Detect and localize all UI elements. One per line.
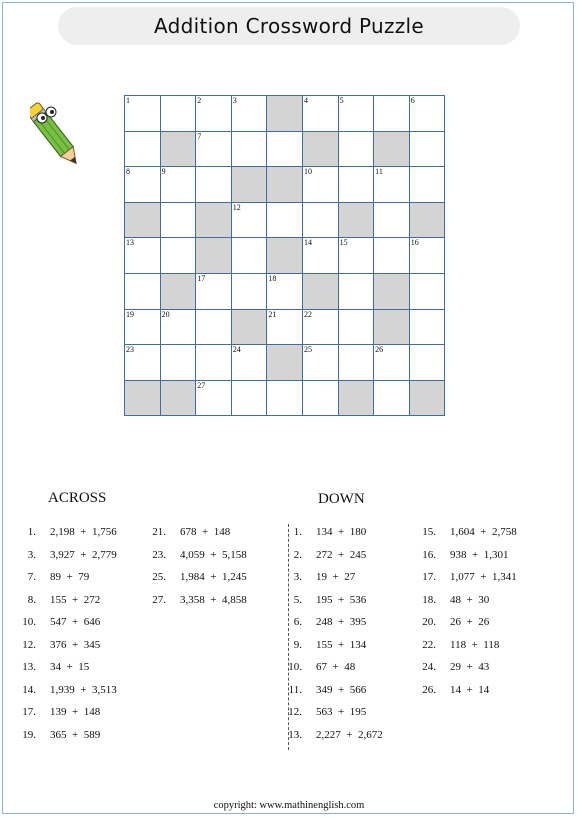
clue-item-number: 5. (293, 593, 302, 606)
grid-row (125, 380, 445, 416)
clue-item (12, 571, 89, 583)
grid-row (125, 131, 445, 167)
grid-row (125, 309, 445, 345)
clue-number: 7 (197, 131, 202, 141)
grid-cell[interactable] (338, 238, 374, 274)
grid-cell[interactable] (267, 380, 303, 416)
clue-item-number: 15. (422, 526, 436, 538)
clue-item (412, 684, 489, 696)
clue-item-number: 7. (27, 571, 36, 583)
clue-item (12, 526, 117, 538)
grid-block-cell (125, 202, 161, 238)
clue-number: 11 (375, 167, 383, 177)
grid-row (125, 167, 445, 203)
grid-cell[interactable] (125, 273, 161, 309)
clue-number: 8 (126, 167, 130, 177)
clue-item-expression: 48 + 30 (450, 593, 490, 606)
clue-item-number: 14. (22, 683, 36, 696)
clue-item-number: 12. (288, 706, 302, 718)
grid-cell[interactable] (160, 309, 196, 345)
grid-block-cell (302, 131, 338, 167)
clue-item (12, 616, 100, 628)
grid-cell[interactable] (160, 345, 196, 381)
grid-block-cell (267, 96, 303, 132)
clue-number: 12 (232, 202, 241, 212)
clue-item (142, 526, 230, 538)
grid-block-cell (231, 309, 267, 345)
grid-cell[interactable] (125, 167, 161, 203)
clue-item (12, 684, 117, 696)
clue-item-expression: 34 + 15 (50, 661, 90, 673)
clue-item (142, 571, 247, 583)
grid-row (125, 96, 445, 132)
grid-block-cell (231, 167, 267, 203)
clue-item (278, 661, 355, 673)
clue-item-number: 21. (152, 526, 166, 538)
grid-block-cell (409, 380, 445, 416)
grid-cell[interactable] (196, 167, 232, 203)
clue-item (278, 571, 355, 583)
clue-item (12, 661, 89, 673)
clue-item-expression: 14 + 14 (450, 683, 490, 696)
grid-cell[interactable] (125, 96, 161, 132)
clue-item (12, 639, 100, 651)
clue-number: 18 (268, 273, 277, 283)
grid-cell[interactable] (302, 380, 338, 416)
grid-block-cell (374, 273, 410, 309)
clue-item (278, 616, 366, 628)
clue-item-expression: 29 + 43 (450, 661, 490, 673)
clue-item (412, 549, 508, 561)
clue-item-expression: 26 + 26 (450, 616, 490, 628)
clue-item-expression: 2,227 + 2,672 (316, 728, 383, 741)
grid-block-cell (302, 273, 338, 309)
grid-cell[interactable] (160, 238, 196, 274)
clue-number: 10 (303, 167, 312, 177)
clue-item-number: 3. (293, 571, 302, 583)
grid-cell[interactable] (267, 273, 303, 309)
grid-block-cell (196, 202, 232, 238)
clue-item-expression: 19 + 27 (316, 571, 356, 583)
grid-cell[interactable] (267, 309, 303, 345)
clue-number: 13 (126, 238, 134, 248)
clue-number: 20 (161, 309, 170, 319)
clue-item (12, 729, 100, 741)
clue-number: 14 (303, 238, 312, 248)
clue-item-number: 27. (152, 593, 166, 606)
clue-item-number: 20. (422, 616, 436, 628)
column-divider (288, 524, 289, 750)
clue-item-expression: 1,939 + 3,513 (50, 683, 117, 696)
clue-item-expression: 248 + 395 (316, 616, 367, 628)
clue-number: 16 (410, 238, 419, 248)
grid-cell[interactable] (338, 167, 374, 203)
grid-block-cell (196, 238, 232, 274)
clue-item-expression: 1,604 + 2,758 (450, 526, 517, 538)
grid-cell[interactable] (338, 273, 374, 309)
grid-block-cell (267, 238, 303, 274)
grid-cell[interactable] (196, 96, 232, 132)
grid-cell[interactable] (338, 345, 374, 381)
clue-number: 24 (232, 345, 241, 355)
clue-item-expression: 3,358 + 4,858 (180, 593, 247, 606)
grid-block-cell (338, 380, 374, 416)
grid-cell[interactable] (160, 96, 196, 132)
clue-number: 6 (410, 96, 415, 105)
grid-cell[interactable] (267, 202, 303, 238)
grid-cell[interactable] (302, 309, 338, 345)
clue-number: 22 (303, 309, 312, 319)
grid-row (125, 345, 445, 381)
grid-cell[interactable] (338, 96, 374, 132)
clue-item (12, 594, 100, 606)
clue-item-expression: 272 + 245 (316, 548, 367, 561)
clue-item (142, 549, 247, 561)
clue-item-expression: 195 + 536 (316, 593, 367, 606)
grid-cell[interactable] (374, 202, 410, 238)
grid-row (125, 273, 445, 309)
clue-item (412, 594, 489, 606)
clue-number: 2 (197, 96, 202, 105)
clue-item (278, 594, 366, 606)
grid-block-cell (160, 131, 196, 167)
grid-block-cell (374, 309, 410, 345)
grid-cell[interactable] (409, 131, 445, 167)
grid-cell[interactable] (125, 131, 161, 167)
grid-cell[interactable] (374, 96, 410, 132)
title-banner (58, 7, 520, 45)
grid-cell[interactable] (374, 238, 410, 274)
clue-item-number: 12. (22, 638, 36, 651)
clue-item-number: 10. (22, 616, 36, 628)
grid-block-cell (267, 345, 303, 381)
clue-item-expression: 563 + 195 (316, 706, 367, 718)
grid-cell[interactable] (302, 345, 338, 381)
clue-item-expression: 155 + 134 (316, 638, 367, 651)
clue-item-expression: 349 + 566 (316, 683, 367, 696)
clue-item-number: 3. (27, 548, 36, 561)
clue-item-expression: 155 + 272 (50, 593, 101, 606)
clue-number: 19 (126, 309, 134, 319)
clue-item-expression: 376 + 345 (50, 638, 101, 651)
clue-item-expression: 938 + 1,301 (450, 548, 509, 561)
clue-item-expression: 1,077 + 1,341 (450, 571, 517, 583)
grid-cell[interactable] (125, 309, 161, 345)
grid-block-cell (409, 202, 445, 238)
down-heading: DOWN (318, 491, 365, 507)
clue-item-number: 16. (422, 548, 436, 561)
clue-item (278, 526, 366, 538)
clue-item (278, 639, 366, 651)
clue-item (278, 729, 383, 741)
grid-cell[interactable] (409, 96, 445, 132)
grid-cell[interactable] (231, 96, 267, 132)
clue-item (412, 639, 499, 651)
clue-item-number: 19. (22, 728, 36, 741)
grid-cell[interactable] (374, 380, 410, 416)
clue-number: 15 (339, 238, 348, 248)
grid-cell[interactable] (409, 167, 445, 203)
clue-item (278, 706, 366, 718)
clue-item-expression: 139 + 148 (50, 706, 101, 718)
clue-item-expression: 4,059 + 5,158 (180, 548, 247, 561)
clue-item-number: 23. (152, 548, 166, 561)
clue-number: 4 (303, 96, 308, 105)
clue-item-number: 22. (422, 638, 436, 651)
grid-cell[interactable] (409, 273, 445, 309)
clue-item-expression: 67 + 48 (316, 661, 356, 673)
grid-cell[interactable] (302, 96, 338, 132)
clue-item-expression: 2,198 + 1,756 (50, 526, 117, 538)
clue-item (412, 661, 489, 673)
grid-block-cell (338, 202, 374, 238)
grid-cell[interactable] (409, 238, 445, 274)
grid-cell[interactable] (231, 131, 267, 167)
clue-item-number: 9. (293, 638, 302, 651)
clue-item-number: 13. (288, 728, 302, 741)
grid-cell[interactable] (231, 273, 267, 309)
grid-cell[interactable] (231, 380, 267, 416)
grid-cell[interactable] (231, 238, 267, 274)
clue-item (142, 594, 247, 606)
clue-item (412, 526, 517, 538)
clue-item (12, 549, 117, 561)
clue-number: 25 (303, 345, 312, 355)
grid-cell[interactable] (196, 131, 232, 167)
grid-cell[interactable] (267, 131, 303, 167)
clue-item-number: 2. (293, 548, 302, 561)
clue-number: 5 (339, 96, 344, 105)
clue-number: 1 (126, 96, 130, 105)
clue-item (412, 571, 517, 583)
clue-item-expression: 3,927 + 2,779 (50, 548, 117, 561)
grid-cell[interactable] (160, 167, 196, 203)
clue-item-expression: 118 + 118 (450, 638, 500, 651)
clue-item-expression: 365 + 589 (50, 728, 101, 741)
clue-item-expression: 134 + 180 (316, 526, 367, 538)
clue-item (278, 684, 366, 696)
clue-number: 21 (268, 309, 277, 319)
grid-cell[interactable] (231, 345, 267, 381)
clue-item-number: 24. (422, 661, 436, 673)
clue-item (278, 549, 366, 561)
clue-item-number: 11. (288, 683, 302, 696)
grid-block-cell (374, 131, 410, 167)
grid-cell[interactable] (125, 345, 161, 381)
clue-item-number: 17. (22, 706, 36, 718)
grid-cell[interactable] (196, 345, 232, 381)
grid-cell[interactable] (196, 309, 232, 345)
grid-cell[interactable] (302, 238, 338, 274)
crossword-grid (124, 95, 445, 416)
grid-cell[interactable] (409, 309, 445, 345)
clue-item-number: 1. (293, 526, 302, 538)
grid-cell[interactable] (231, 202, 267, 238)
clue-item-number: 25. (152, 571, 166, 583)
clue-item (12, 706, 100, 718)
clue-item-number: 1. (27, 526, 36, 538)
page-title: Addition Crossword Puzzle (153, 14, 425, 38)
clue-number: 3 (232, 96, 237, 105)
copyright-notice: copyright: www.mathinenglish.com (213, 800, 365, 811)
grid-cell[interactable] (409, 345, 445, 381)
across-heading: ACROSS (48, 490, 107, 506)
pencil-mascot-icon (30, 96, 82, 176)
grid-row (125, 238, 445, 274)
grid-cell[interactable] (302, 202, 338, 238)
grid-cell[interactable] (374, 167, 410, 203)
grid-cell[interactable] (302, 167, 338, 203)
clue-number: 23 (126, 345, 134, 355)
grid-cell[interactable] (125, 238, 161, 274)
clue-item-number: 8. (27, 593, 36, 606)
clue-item-number: 13. (22, 661, 36, 673)
grid-cell[interactable] (338, 309, 374, 345)
grid-cell[interactable] (196, 380, 232, 416)
clue-item-number: 17. (422, 571, 436, 583)
clue-item-expression: 89 + 79 (50, 571, 90, 583)
grid-block-cell (160, 380, 196, 416)
clue-number: 17 (197, 273, 206, 283)
clue-number: 27 (197, 380, 206, 390)
clue-item-expression: 547 + 646 (50, 616, 101, 628)
clue-item-number: 10. (288, 661, 302, 673)
grid-cell[interactable] (374, 345, 410, 381)
grid-block-cell (125, 380, 161, 416)
clue-item-number: 18. (422, 593, 436, 606)
grid-cell[interactable] (196, 273, 232, 309)
grid-block-cell (160, 273, 196, 309)
clue-number: 9 (161, 167, 166, 177)
clue-item-expression: 1,984 + 1,245 (180, 571, 247, 583)
clue-item-expression: 678 + 148 (180, 526, 231, 538)
grid-row (125, 202, 445, 238)
clue-item (412, 616, 489, 628)
clue-item-number: 6. (293, 616, 302, 628)
clue-item-number: 26. (422, 683, 436, 696)
grid-block-cell (267, 167, 303, 203)
clue-number: 26 (375, 345, 384, 355)
grid-cell[interactable] (338, 131, 374, 167)
grid-cell[interactable] (160, 202, 196, 238)
